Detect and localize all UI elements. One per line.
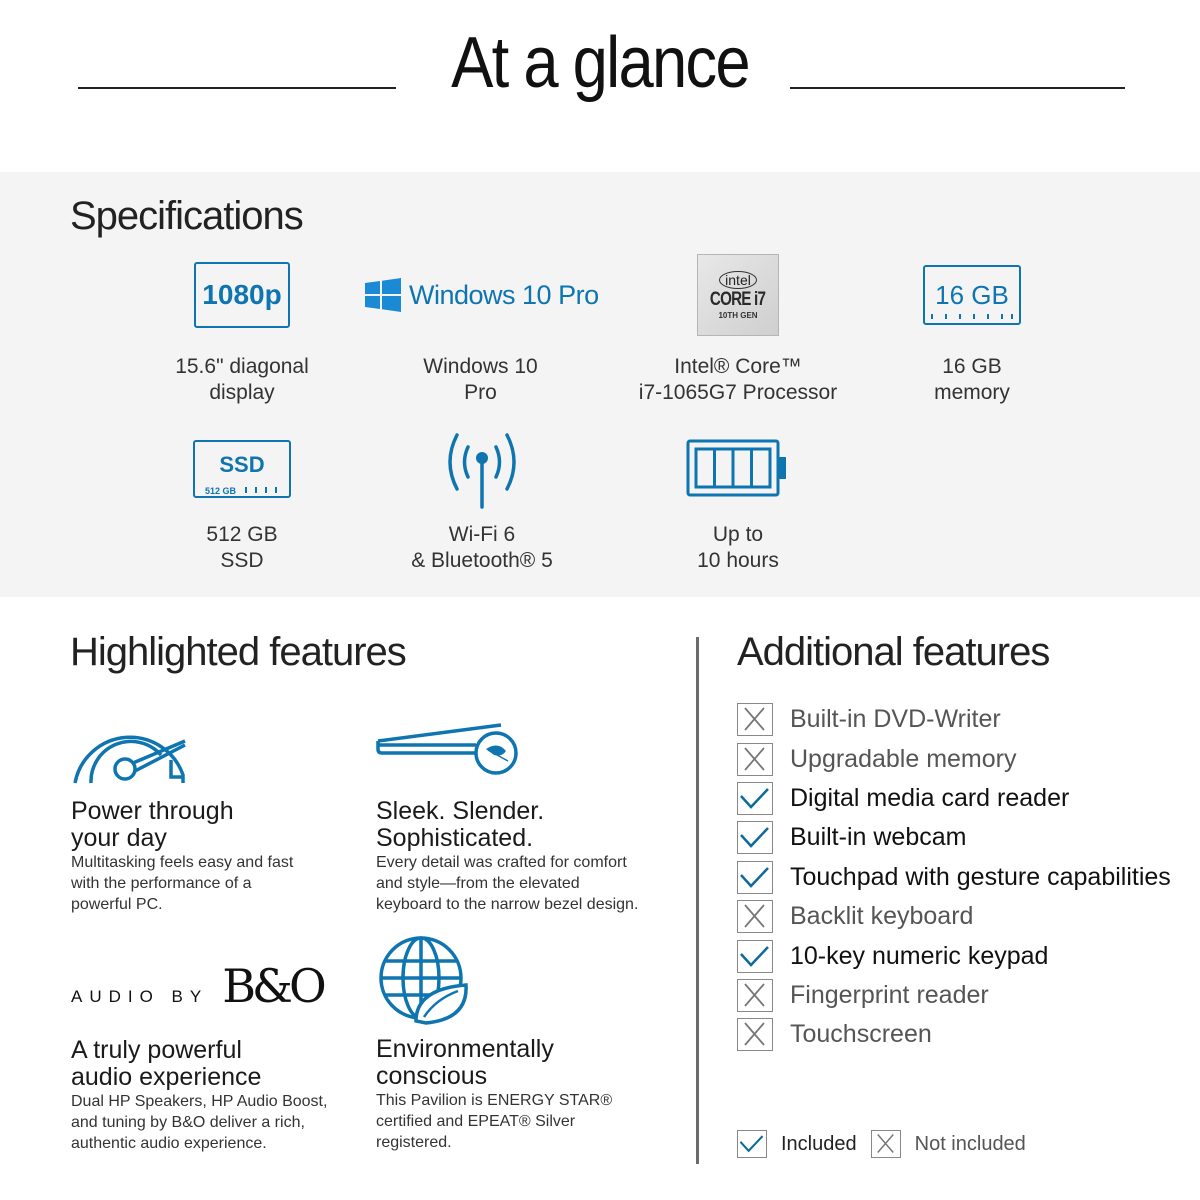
spec-processor-line1: Intel® Core™: [674, 355, 802, 378]
feature-item-label: Backlit keyboard: [790, 902, 974, 931]
included-check-icon: [737, 861, 773, 894]
feature-item-label: Touchpad with gesture capabilities: [790, 862, 1171, 891]
feature-item-label: Fingerprint reader: [790, 980, 989, 1009]
display-1080p-icon: [194, 262, 290, 328]
feature-audio-desc-3: authentic audio experience.: [71, 1135, 267, 1152]
additional-features-title: Additional features: [737, 630, 1050, 674]
included-check-icon: [737, 940, 773, 973]
spec-storage-line1: 512 GB: [206, 523, 278, 546]
not-included-x-icon: [737, 979, 773, 1012]
feature-design-title-1: Sleek. Slender.: [376, 797, 545, 825]
windows-wordmark: Windows 10 Pro: [409, 279, 599, 310]
spec-os-line1: Windows 10: [423, 355, 538, 378]
feature-performance-title-2: your day: [71, 824, 167, 852]
globe-leaf-icon: [376, 933, 476, 1027]
spec-wireless: [362, 424, 602, 574]
windows-logo-icon: [365, 278, 401, 312]
feature-item-label: Digital media card reader: [790, 783, 1070, 812]
feature-item: [737, 936, 1171, 975]
battery-icon: [686, 439, 790, 499]
header-rule-right: [790, 87, 1125, 89]
feature-audio-desc-1: Dual HP Speakers, HP Audio Boost,: [71, 1093, 328, 1110]
feature-item: [737, 700, 1171, 739]
not-included-x-icon: [737, 1018, 773, 1051]
memory-icon-text: 16 GB: [935, 279, 1009, 310]
spec-display: [122, 250, 362, 406]
feature-environment-desc-3: registered.: [376, 1134, 452, 1151]
feature-item: [737, 1015, 1171, 1054]
spec-os: [360, 250, 605, 406]
page-header: [0, 0, 1200, 172]
feature-item-label: Upgradable memory: [790, 744, 1017, 773]
spec-display-line2: display: [209, 381, 275, 404]
wireless-antenna-icon: [437, 427, 527, 511]
not-included-x-icon: [737, 703, 773, 736]
slim-laptop-feather-icon: [376, 705, 526, 785]
feature-design-title-2: Sophisticated.: [376, 824, 534, 852]
feature-item: [737, 779, 1171, 818]
bang-olufsen-logo-icon: [71, 945, 371, 1027]
feature-performance-desc-1: Multitasking feels easy and fast: [71, 854, 294, 871]
additional-features-list: [737, 700, 1171, 1055]
spec-processor-line2: i7-1065G7 Processor: [638, 381, 838, 404]
speedometer-icon: [71, 705, 191, 785]
feature-audio-desc-2: and tuning by B&O deliver a rich,: [71, 1114, 305, 1131]
feature-item: [737, 897, 1171, 936]
feature-design-desc-3: keyboard to the narrow bezel design.: [376, 896, 639, 913]
not-included-x-icon: [737, 900, 773, 933]
feature-environment-desc-1: This Pavilion is ENERGY STAR®: [376, 1092, 613, 1109]
spec-storage: [122, 424, 362, 574]
intel-core-i7-badge-icon: [697, 254, 779, 336]
feature-performance-title-1: Power through: [71, 797, 234, 825]
audio-by-text: AUDIO BY: [71, 987, 209, 1006]
included-check-icon: [737, 782, 773, 815]
feature-design: [376, 705, 676, 915]
feature-performance-desc-2: with the performance of a: [71, 875, 252, 892]
feature-environment-title-1: Environmentally: [376, 1035, 554, 1063]
ssd-icon: [193, 440, 291, 498]
legend: [737, 1130, 1040, 1158]
legend-included-label: Included: [781, 1132, 857, 1155]
feature-performance: [71, 705, 371, 915]
spec-os-line2: Pro: [464, 381, 497, 404]
spec-storage-line2: SSD: [220, 549, 264, 572]
feature-item-label: Built-in webcam: [790, 823, 967, 852]
spec-memory: [852, 250, 1092, 406]
highlighted-features-title: Highlighted features: [70, 630, 406, 674]
feature-item-label: Touchscreen: [790, 1020, 932, 1049]
ssd-icon-subtext: 512 GB: [205, 486, 237, 496]
included-check-icon: [737, 1130, 767, 1158]
spec-battery-line2: 10 hours: [697, 549, 779, 572]
feature-environment-title-2: conscious: [376, 1062, 488, 1090]
spec-memory-line1: 16 GB: [942, 355, 1002, 378]
feature-item-label: 10-key numeric keypad: [790, 941, 1049, 970]
gen-text: 10TH GEN: [718, 310, 758, 320]
section-divider: [696, 637, 699, 1164]
intel-brand-text: intel: [719, 271, 757, 289]
feature-performance-desc-3: powerful PC.: [71, 896, 163, 913]
feature-audio: [71, 945, 371, 1154]
feature-item: [737, 858, 1171, 897]
spec-display-line1: 15.6" diagonal: [175, 355, 309, 378]
legend-not-included-label: Not included: [914, 1132, 1026, 1155]
spec-processor: [618, 250, 858, 406]
feature-design-desc-1: Every detail was crafted for comfort: [376, 854, 627, 871]
memory-icon: [923, 265, 1021, 325]
feature-item: [737, 976, 1171, 1015]
feature-audio-title-2: audio experience: [71, 1063, 262, 1091]
spec-memory-line2: memory: [934, 381, 1010, 404]
feature-audio-title-1: A truly powerful: [71, 1036, 242, 1064]
feature-item: [737, 739, 1171, 778]
page-title: At a glance: [451, 23, 749, 103]
bo-logo-text: B&O: [222, 959, 323, 1013]
core-i7-text: CORE i7: [710, 288, 766, 310]
not-included-x-icon: [871, 1130, 901, 1158]
spec-wireless-line2: & Bluetooth® 5: [411, 549, 553, 572]
feature-item-label: Built-in DVD-Writer: [790, 705, 1001, 734]
specifications-panel: [0, 172, 1200, 597]
spec-battery-line1: Up to: [712, 523, 764, 546]
display-icon-text: 1080p: [202, 279, 282, 310]
spec-wireless-line1: Wi-Fi 6: [448, 523, 516, 546]
included-check-icon: [737, 821, 773, 854]
feature-environment-desc-2: certified and EPEAT® Silver: [376, 1113, 576, 1130]
feature-item: [737, 818, 1171, 857]
ssd-icon-text: SSD: [219, 452, 265, 477]
spec-battery: [618, 424, 858, 574]
feature-environment: [376, 933, 676, 1153]
specifications-title: Specifications: [70, 194, 303, 238]
not-included-x-icon: [737, 743, 773, 776]
feature-design-desc-2: and style—from the elevated: [376, 875, 580, 892]
